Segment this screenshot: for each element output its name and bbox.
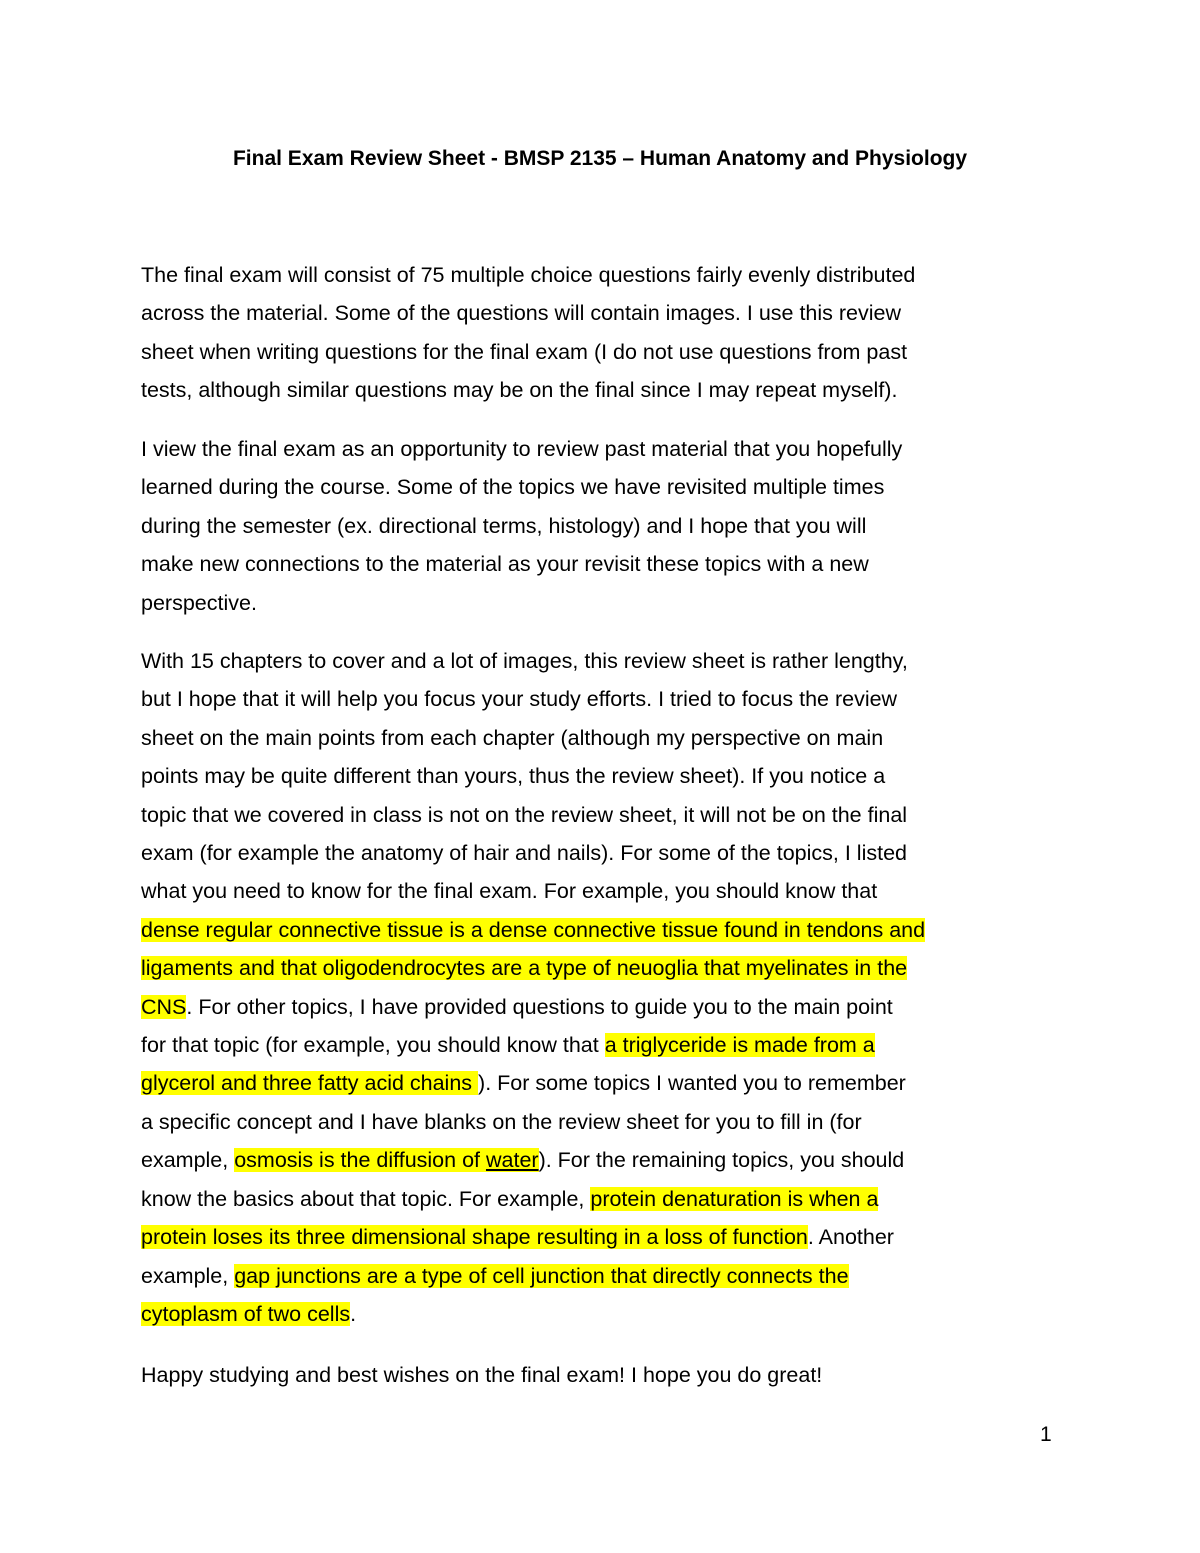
text-line: sheet on the main points from each chapter (although my perspective on main (141, 725, 884, 750)
plain-text: example, (141, 1263, 235, 1288)
plain-text: know the basics about that topic. For example, (141, 1186, 591, 1211)
page-number: 1 (1040, 1423, 1052, 1446)
highlighted-text: protein loses its three dimensional shape resulting in a loss of function (141, 1225, 808, 1250)
highlighted-underlined-text: water (485, 1148, 539, 1173)
text-line: but I hope that it will help you focus your study efforts. I tried to focus the review (141, 687, 898, 712)
paragraph-exam-opportunity (141, 430, 1059, 622)
highlighted-text: osmosis is the diffusion of (234, 1148, 486, 1173)
text-line (141, 1064, 1059, 1102)
highlighted-text: protein denaturation is when a (590, 1186, 879, 1211)
highlighted-text: ligaments and that oligodendrocytes are a type of neuoglia that myelinates in the (141, 956, 908, 981)
text-line: a specific concept and I have blanks on the review sheet for you to fill in (for (141, 1109, 862, 1134)
paragraph-review-sheet-guide (141, 642, 1059, 1333)
plain-text: . Another (807, 1225, 894, 1250)
text-line: sheet when writing questions for the final exam (I do not use questions from past (141, 339, 908, 364)
text-line: during the semester (ex. directional terms, histology) and I hope that you will (141, 513, 867, 538)
document-title: Final Exam Review Sheet - BMSP 2135 – Human Anatomy and Physiology (232, 147, 968, 170)
text-line: exam (for example the anatomy of hair and nails). For some of the topics, I listed (141, 841, 907, 866)
highlighted-text: glycerol and three fatty acid chains (141, 1071, 479, 1096)
text-line: across the material. Some of the questions will contain images. I use this review (141, 301, 902, 326)
highlighted-text: dense regular connective tissue is a dense connective tissue found in tendons and (141, 917, 926, 942)
plain-text: ). For the remaining topics, you should (538, 1148, 905, 1173)
text-line (141, 1026, 1059, 1064)
text-line: The final exam will consist of 75 multiple choice questions fairly evenly distributed (141, 263, 916, 287)
text-line (141, 949, 1059, 987)
text-line (141, 911, 1059, 949)
paragraph-closing (141, 1356, 1059, 1394)
text-line (141, 988, 1059, 1026)
highlighted-text: cytoplasm of two cells (141, 1301, 351, 1326)
text-line (141, 1180, 1059, 1218)
text-line (141, 1218, 1059, 1256)
text-line: topic that we covered in class is not on the review sheet, it will not be on the final (141, 802, 908, 827)
plain-text: . (350, 1301, 357, 1326)
plain-text: for that topic (for example, you should know that (141, 1033, 605, 1058)
text-line (141, 1257, 1059, 1295)
text-line: With 15 chapters to cover and a lot of images, this review sheet is rather lengthy, (141, 649, 908, 673)
text-line (141, 1295, 1059, 1333)
highlighted-text: a triglyceride is made from a (604, 1033, 875, 1058)
plain-text: example, (141, 1148, 235, 1173)
text-line: what you need to know for the final exam. For example, you should know that (141, 879, 878, 904)
plain-text: ). For some topics I wanted you to remember (478, 1071, 906, 1096)
highlighted-text: gap junctions are a type of cell junction that directly connects the (234, 1263, 849, 1288)
text-line: make new connections to the material as your revisit these topics with a new (141, 552, 869, 577)
text-line: Happy studying and best wishes on the final exam! I hope you do great! (141, 1363, 823, 1387)
text-line: perspective. (141, 590, 257, 615)
text-line (141, 1141, 1059, 1179)
text-line: learned during the course. Some of the topics we have revisited multiple times (141, 475, 885, 500)
paragraph-exam-format (141, 256, 1059, 410)
text-line: tests, although similar questions may be on the final since I may repeat myself). (141, 378, 898, 403)
highlighted-text: CNS (141, 994, 187, 1019)
text-line: points may be quite different than yours, thus the review sheet). If you notice a (141, 764, 886, 789)
text-line: I view the final exam as an opportunity to review past material that you hopefully (141, 437, 903, 461)
plain-text: . For other topics, I have provided questions to guide you to the main point (186, 994, 893, 1019)
